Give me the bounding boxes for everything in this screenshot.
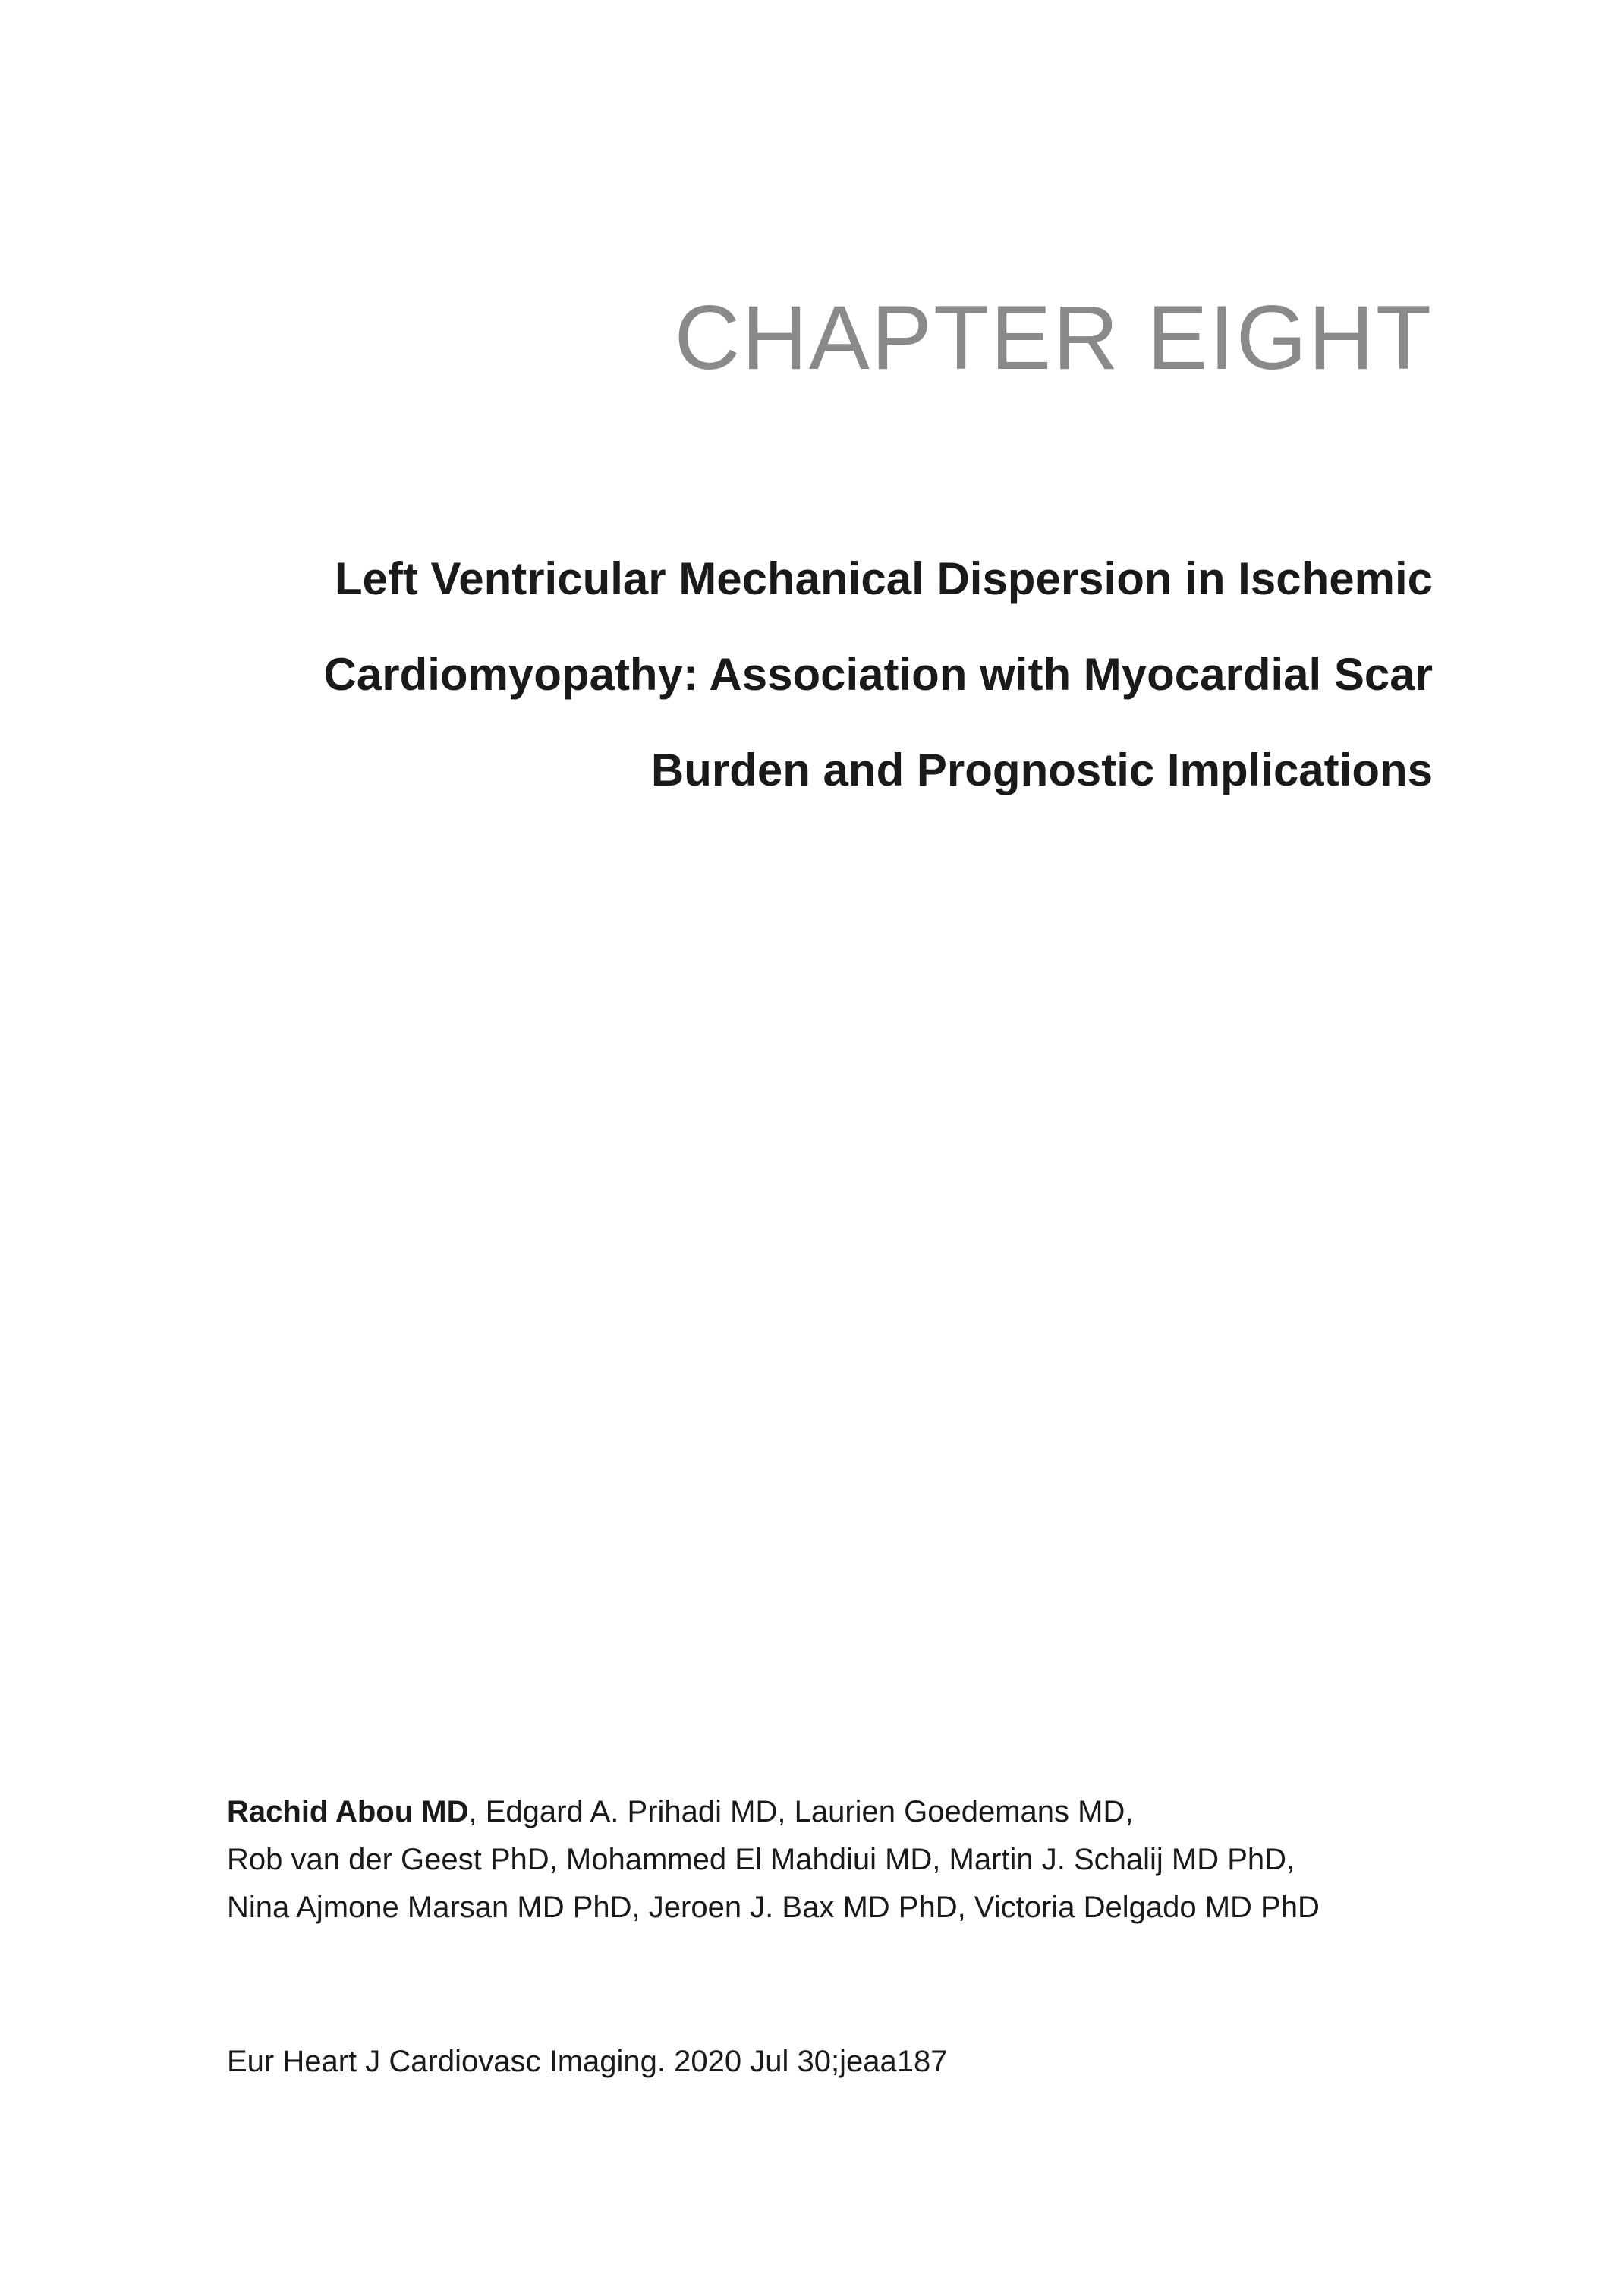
title-line-1: Left Ventricular Mechanical Dispersion in Ischemic (334, 553, 1433, 604)
author-line-2: Rob van der Geest PhD, Mohammed El Mahdiui MD, Martin J. Schalij MD PhD, (227, 1843, 1295, 1876)
author-list (227, 1788, 1441, 1932)
co-authors-line-1: , Edgard A. Prihadi MD, Laurien Goedemans MD, (468, 1795, 1134, 1828)
journal-citation: Eur Heart J Cardiovasc Imaging. 2020 Jul 30;jeaa187 (227, 2045, 948, 2078)
title-line-3: Burden and Prognostic Implications (650, 745, 1433, 795)
author-line-1 (227, 1788, 1441, 1836)
chapter-heading: CHAPTER EIGHT (674, 287, 1433, 389)
author-line-3: Nina Ajmone Marsan MD PhD, Jeroen J. Bax MD PhD, Victoria Delgado MD PhD (227, 1891, 1320, 1924)
lead-author: Rachid Abou MD (227, 1795, 469, 1828)
title-line-2: Cardiomyopathy: Association with Myocardial Scar (323, 649, 1433, 700)
article-title (219, 531, 1433, 818)
